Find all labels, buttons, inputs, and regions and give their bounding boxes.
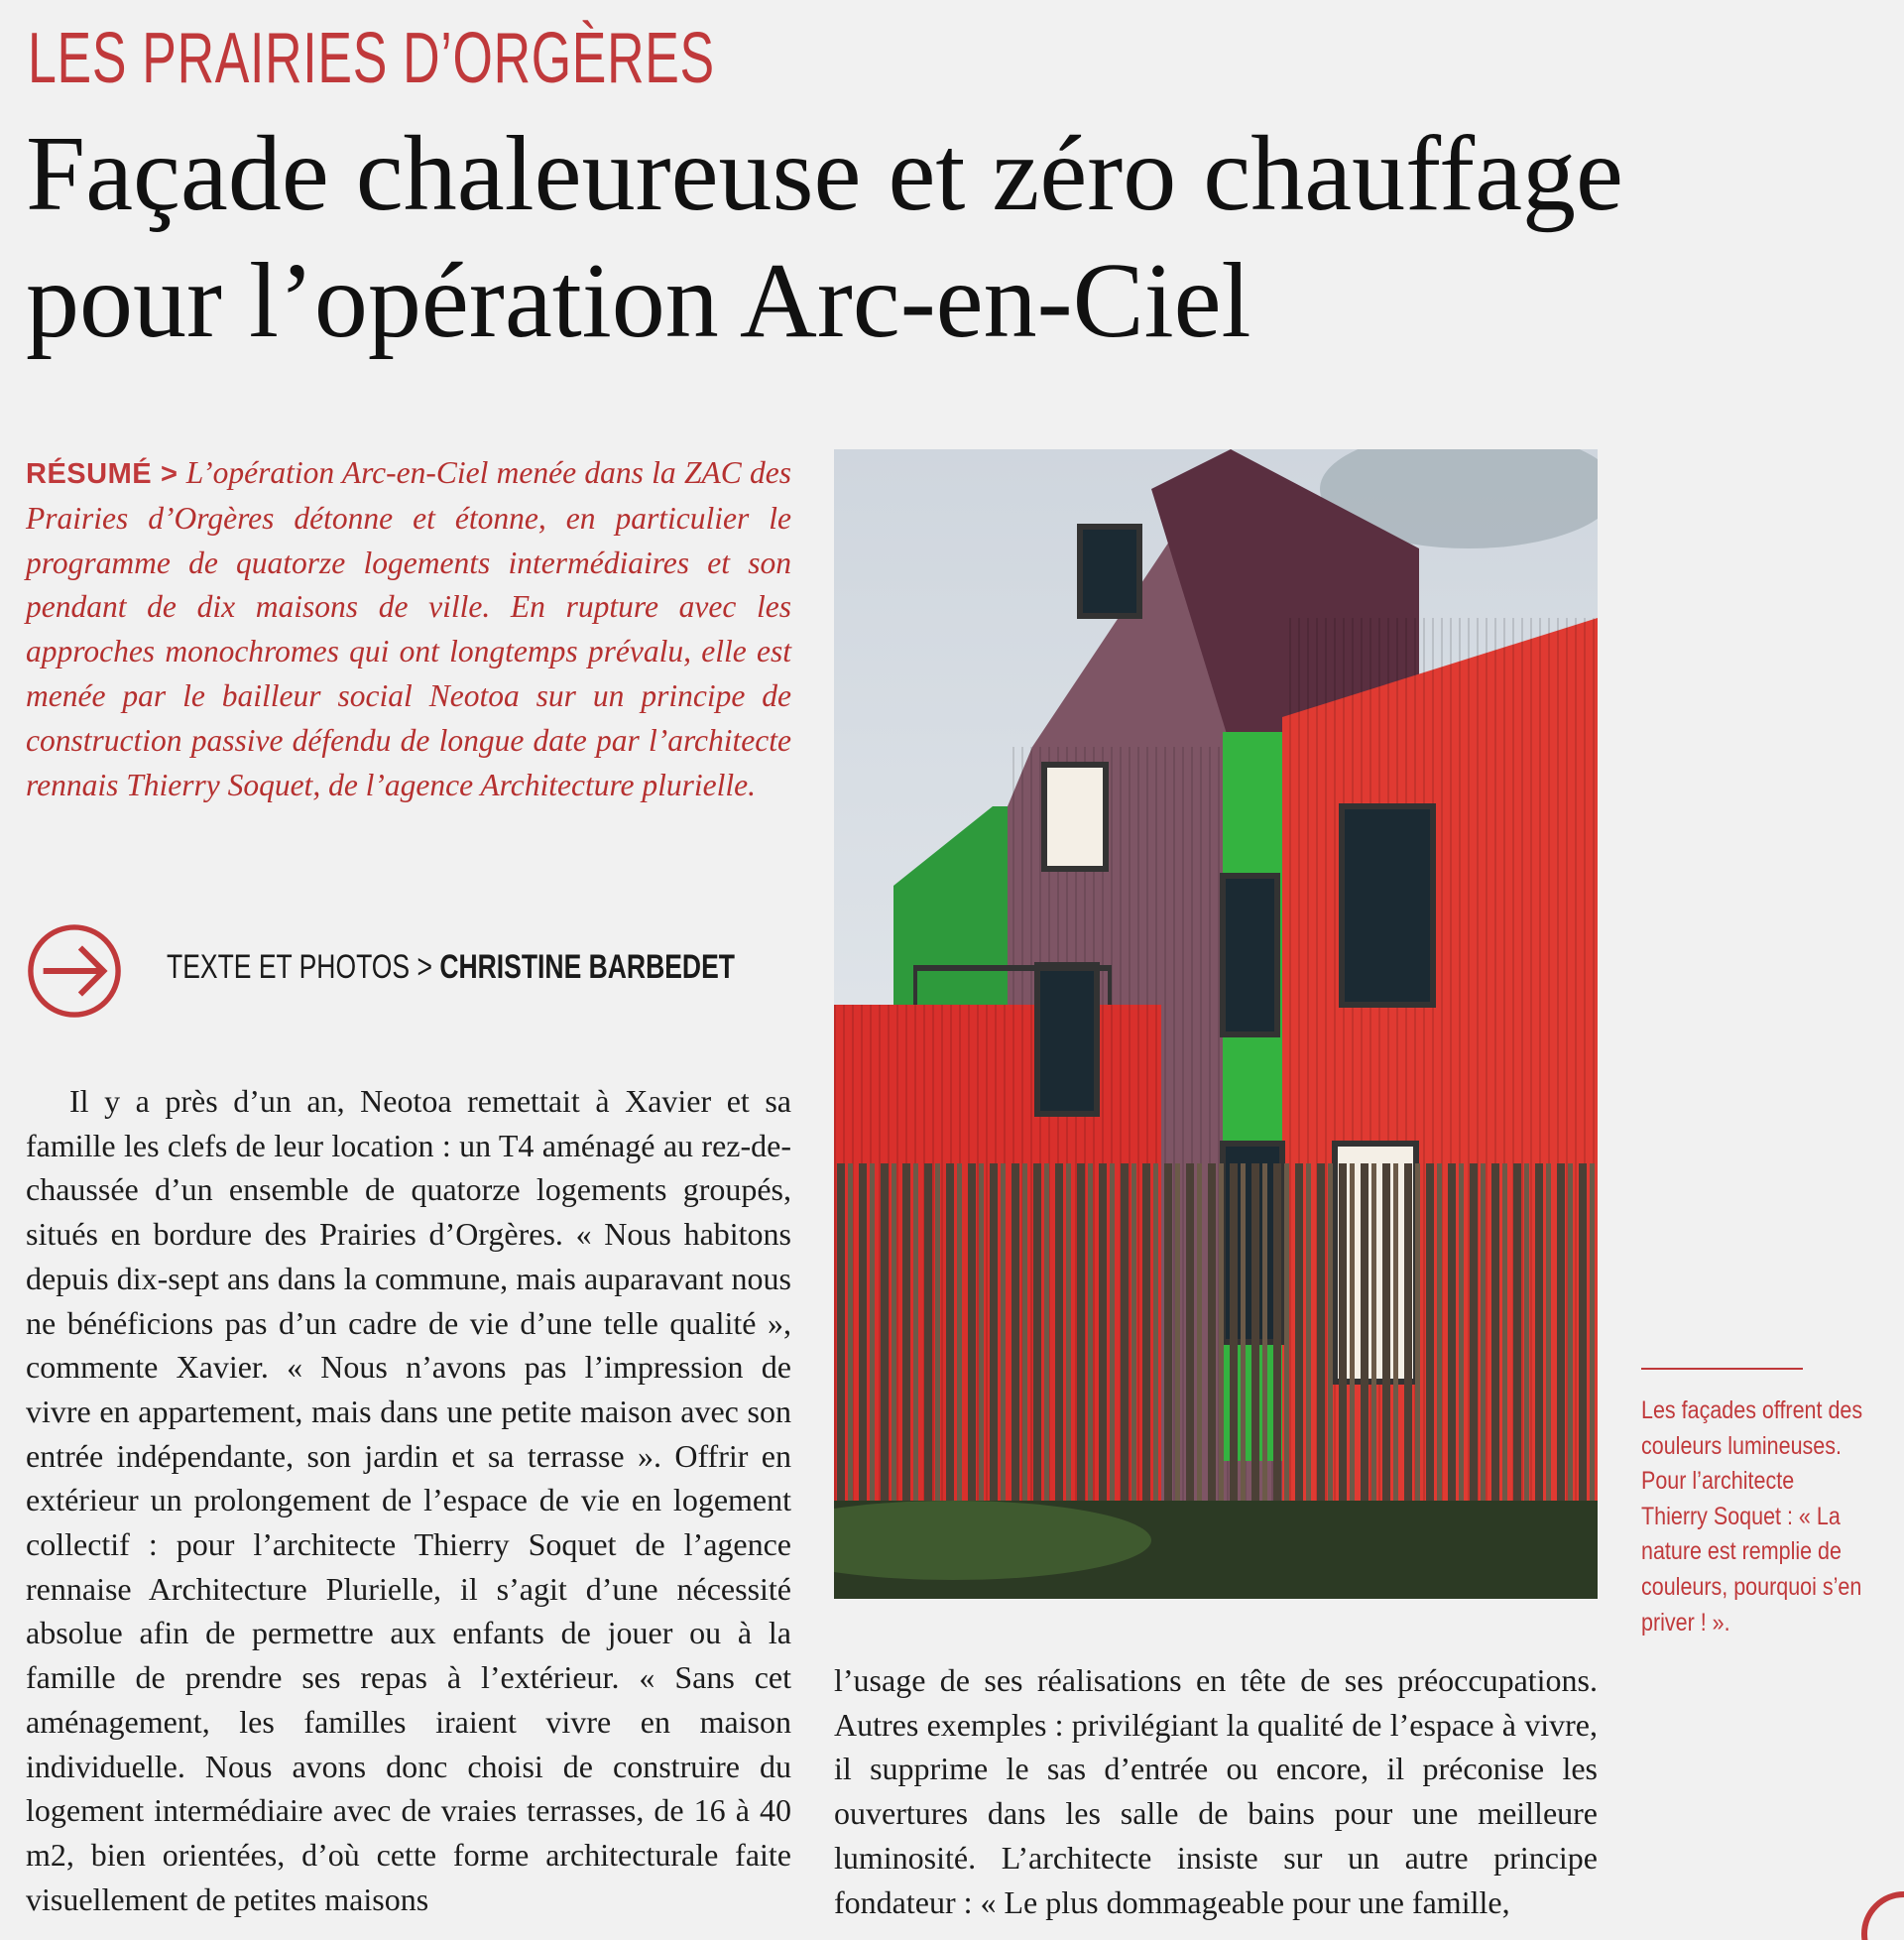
summary-label: RÉSUMÉ > [26, 458, 178, 490]
byline-prefix: TEXTE ET PHOTOS > [167, 948, 440, 986]
byline [167, 948, 735, 987]
summary-text: L’opération Arc-en-Ciel menée dans la ZAC des Prairies d’Orgères détonne et étonne, en particulier le programme de quatorze logements intermédiaires et son pendant de dix maisons de ville. En rupture avec les approches monochromes qui ont longtemps prévalu, elle est menée par le bailleur social Neotoa sur un principe de construction passive défendu de longue date par l’architecte rennais Thierry Soquet, de l’agence Architecture plurielle. [26, 455, 791, 802]
page-corner-mark-icon [1850, 1880, 1904, 1940]
arrow-right-circle-icon [26, 922, 123, 1020]
caption-rule [1641, 1368, 1803, 1370]
byline-author: CHRISTINE BARBEDET [439, 948, 735, 986]
headline [26, 111, 1904, 365]
body-column-2: l’usage de ses réalisations en tête de ses préoccupations. Autres exemples : privilégiant la qualité de l’espace à vivre, il supprime le sas d’entrée ou encore, il préconise les ouvertures dans les salle de bains pour une meilleure luminosité. L’architecte insiste sur un autre principe fondateur : « Le plus dommageable pour une famille, [834, 1662, 1598, 1920]
facade-photo-illustration [834, 449, 1598, 1599]
headline-line-1: Façade chaleureuse et zéro chauffage [26, 115, 1623, 233]
photo-caption: Les façades offrent des couleurs lumineuses. Pour l’architecte Thierry Soquet : « La nature est remplie de couleurs, pourquoi s’en priver ! ». [1641, 1396, 1863, 1637]
facade-photo [834, 449, 1598, 1599]
body-column-1: Il y a près d’un an, Neotoa remettait à Xavier et sa famille les clefs de leur location : un T4 aménagé au rez-de-chaussée d’un ensemble de quatorze logements groupés, situés en bordure des Prairies d’Orgères. « Nous habitons depuis dix-sept ans dans la commune, mais auparavant nous ne bénéficions pas d’un cadre de vie d’une telle qualité », commente Xavier. « Nous n’avons pas l’impression de vivre en appartement, mais dans une petite maison avec son entrée indépendante, son jardin et sa terrasse ». Offrir en extérieur un prolongement de l’espace de vie en logement collectif : pour l’architecte Thierry Soquet de l’agence rennaise Architecture Plurielle, il s’agit d’une nécessité absolue afin de permettre aux enfants de jouer ou à la famille de prendre ses repas à l’extérieur. « Sans cet aménagement, les familles iraient vivre en maison individuelle. Nous avons donc choisi de construire du logement intermédiaire avec de vraies terrasses, de 16 à 40 m2, bien orientées, d’où cette forme architecturale faite visuellement de petites maisons [26, 1083, 791, 1917]
summary-paragraph [26, 451, 791, 807]
section-kicker: LES PRAIRIES D’ORGÈRES [28, 19, 715, 98]
headline-line-2: pour l’opération Arc-en-Ciel [26, 242, 1251, 360]
